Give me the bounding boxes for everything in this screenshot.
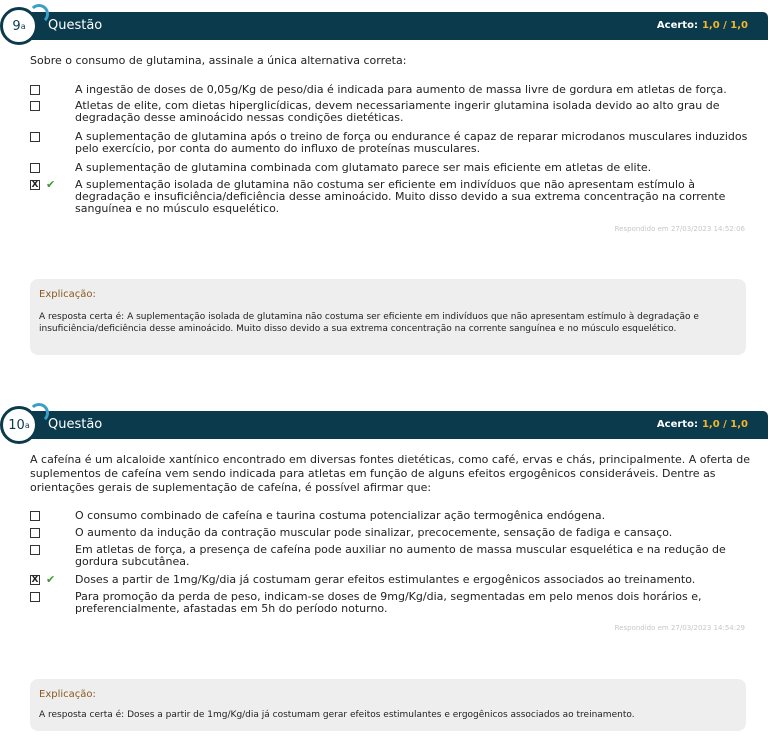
option-text: Em atletas de força, a presença de cafeína pode auxiliar no aumento de massa muscular esquelética e na redução de gordura subcutânea. <box>75 543 726 568</box>
option-text: A suplementação de glutamina após o treino de força ou endurance é capaz de reparar microdanos musculares induzidos pelo exercício, por conta do aumento do influxo de proteínas musculares. <box>75 130 748 155</box>
score-value: 1,0 / 1,0 <box>701 419 748 430</box>
option-text: A suplementação de glutamina combinada com glutamato parece ser mais eficiente em atletas de elite. <box>75 161 652 174</box>
question-number: 9 <box>12 18 21 34</box>
question-stem: Sobre o consumo de glutamina, assinale a única alternativa correta: <box>30 54 407 67</box>
badge-arc-icon <box>29 4 49 24</box>
question-stem: A cafeína é um alcaloide xantínico encontrado em diversas fontes dietéticas, como café, ervas e chás, principalmente. A oferta de suplementos de cafeína vem sendo indicada para atletas em função de alguns efeitos ergogênicos consideráveis. Dentre as orientações gerais de suplementação de cafeína, é possível afirmar que: <box>30 453 750 494</box>
option-checkbox-checked[interactable]: X <box>31 180 39 190</box>
option-text: A ingestão de doses de 0,05g/Kg de peso/dia é indicada para aumento de massa livre de gordura em atletas de força. <box>75 83 727 96</box>
question-10 <box>0 398 781 744</box>
explanation-title: Explicação: <box>39 289 96 300</box>
option-text: O aumento da indução da contração muscular pode sinalizar, precocemente, sensação de fadiga e cansaço. <box>75 526 673 539</box>
explanation-title: Explicação: <box>39 689 96 700</box>
check-icon: ✔ <box>46 573 56 586</box>
answered-timestamp: Respondido em 27/03/2023 14:52:06 <box>614 225 745 233</box>
question-header <box>10 411 768 439</box>
check-icon: ✔ <box>46 178 56 191</box>
explanation-box <box>30 679 746 731</box>
option-checkbox[interactable] <box>30 85 40 95</box>
badge-arc-icon <box>29 403 49 423</box>
option-text: A suplementação isolada de glutamina não costuma ser eficiente em indivíduos que não apresentam estímulo à degradação e insuficiência/deficiência desse aminoácido. Muito disso devido a sua extrema concentração na corrente sanguínea e no músculo esquelético. <box>75 178 726 215</box>
question-label: Questão <box>48 417 103 432</box>
score-value: 1,0 / 1,0 <box>701 20 748 31</box>
option-checkbox[interactable] <box>30 511 40 521</box>
option-checkbox[interactable] <box>30 132 40 142</box>
option-text: Atletas de elite, com dietas hiperglicídicas, devem necessariamente ingerir glutamina isolada devido ao alto grau de degradação desse aminoácido nessas condições dietéticas. <box>75 99 720 124</box>
explanation-box <box>30 279 746 355</box>
score <box>657 419 748 430</box>
answered-timestamp: Respondido em 27/03/2023 14:54:29 <box>614 624 745 632</box>
option-checkbox[interactable] <box>30 163 40 173</box>
option-checkbox-checked[interactable]: X <box>31 575 39 585</box>
score-label: Acerto: <box>656 20 698 31</box>
question-label: Questão <box>48 18 103 33</box>
option-checkbox[interactable] <box>30 592 40 602</box>
option-text: O consumo combinado de cafeína e taurina costuma potencializar ação termogênica endógena. <box>75 509 606 522</box>
score-label: Acerto: <box>656 419 698 430</box>
option-checkbox[interactable] <box>30 545 40 555</box>
question-number-badge <box>0 7 38 45</box>
question-number-badge <box>0 406 38 444</box>
question-9 <box>0 0 781 360</box>
option-text: Para promoção da perda de peso, indicam-se doses de 9mg/Kg/dia, segmentadas em pelo menos dois horários e, preferencialmente, afastadas em 5h do período noturno. <box>75 590 702 615</box>
score <box>657 20 748 31</box>
question-number-ordinal: a <box>20 21 26 31</box>
question-number: 10 <box>8 417 25 433</box>
question-number-ordinal: a <box>24 420 30 430</box>
question-header <box>10 12 768 40</box>
explanation-text: A resposta certa é: A suplementação isolada de glutamina não costuma ser eficiente em indivíduos que não apresentam estímulo à degradação e insuficiência/deficiência desse aminoácido. Muito disso devido a sua extrema concentração na corrente sanguínea e no músculo esquelético. <box>39 312 699 334</box>
option-text: Doses a partir de 1mg/Kg/dia já costumam gerar efeitos estimulantes e ergogênicos associados ao treinamento. <box>75 573 696 586</box>
option-checkbox[interactable] <box>30 101 40 111</box>
option-checkbox[interactable] <box>30 528 40 538</box>
explanation-text: A resposta certa é: Doses a partir de 1mg/Kg/dia já costumam gerar efeitos estimulantes e ergogênicos associados ao treinamento. <box>39 710 635 720</box>
